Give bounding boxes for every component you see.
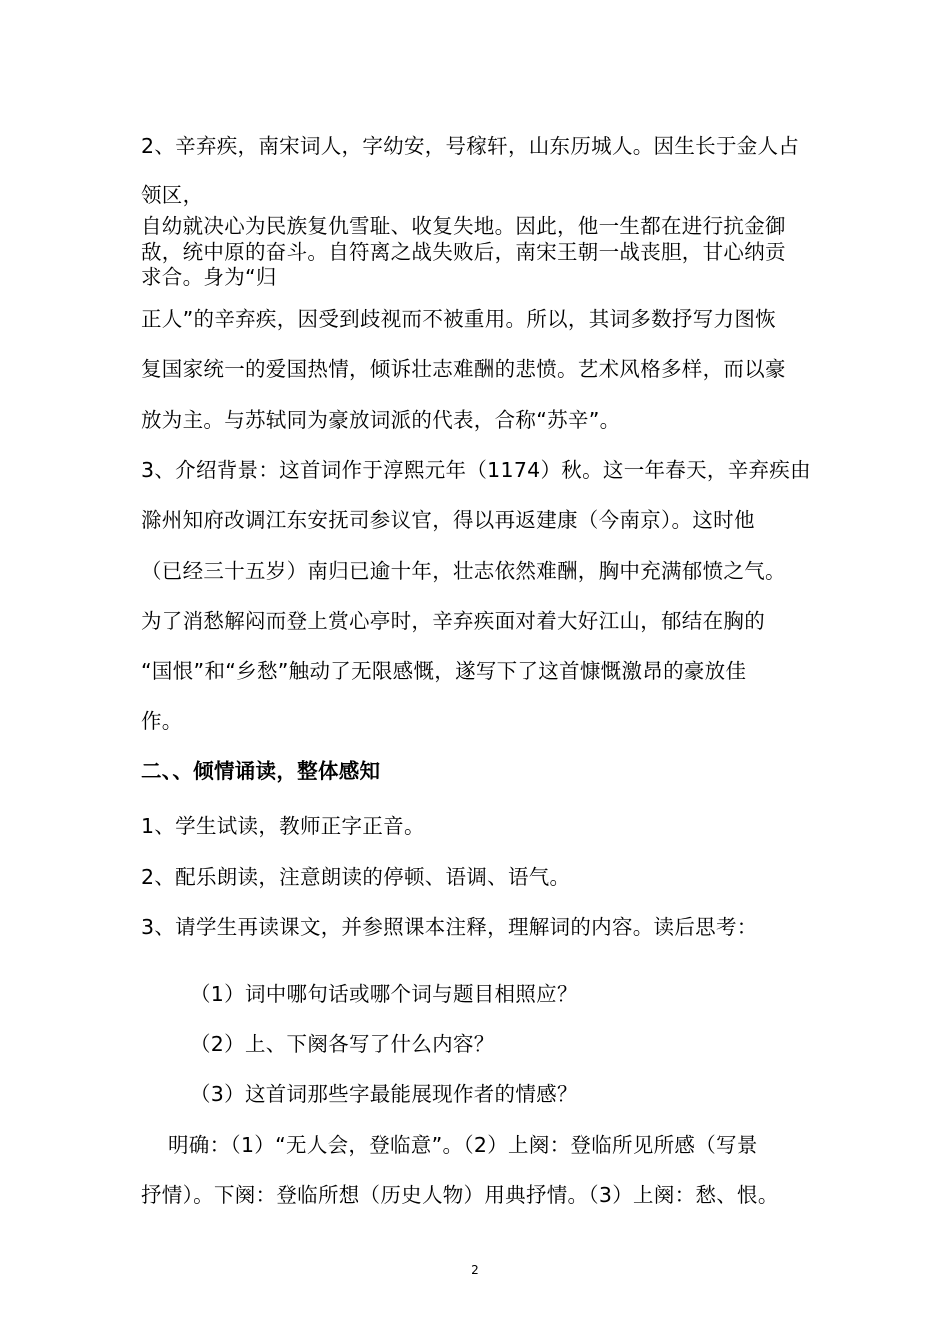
text-line: 正人”的辛弃疾，因受到歧视而不被重用。所以，其词多数抒写力图恢 [141, 307, 776, 331]
text-line: 求合。身为“归 [141, 265, 277, 289]
text-line: 滁州知府改调江东安抚司参议官，得以再返建康（今南京）。这时他 [141, 508, 755, 532]
question-item: （3）这首词那些字最能展现作者的情感？ [190, 1082, 578, 1106]
text-line: （已经三十五岁）南归已逾十年，壮志依然难酬，胸中充满郁愤之气。 [141, 559, 786, 583]
text-line: 1、学生试读，教师正字正音。 [141, 814, 425, 838]
text-line: 放为主。与苏轼同为豪放词派的代表，合称“苏辛”。 [141, 408, 621, 432]
text-line: 作。 [141, 709, 183, 733]
page-number: 2 [471, 1263, 479, 1277]
text-line: 3、请学生再读课文，并参照课本注释，理解词的内容。读后思考： [141, 915, 758, 939]
question-item: （1）词中哪句话或哪个词与题目相照应？ [190, 982, 578, 1006]
text-line: 2、配乐朗读，注意朗读的停顿、语调、语气。 [141, 865, 571, 889]
text-line: 明确：（1）“无人会，登临意”。（2）上阕：登临所见所感（写景 [168, 1133, 758, 1157]
text-line: 抒情）。下阕：登临所想（历史人物）用典抒情。（3）上阕：愁、恨。 [141, 1183, 779, 1207]
text-line: 敌，统中原的奋斗。自符离之战失败后，南宋王朝一战丧胆，甘心纳贡 [141, 240, 786, 264]
text-line: “国恨”和“乡愁”触动了无限感慨，遂写下了这首慷慨激昂的豪放佳 [141, 659, 747, 683]
text-line: 2、辛弃疾，南宋词人，字幼安，号稼轩，山东历城人。因生长于金人占 [141, 134, 800, 158]
text-line: 自幼就决心为民族复仇雪耻、收复失地。因此，他一生都在进行抗金御 [141, 214, 786, 238]
text-line: 复国家统一的爱国热情，倾诉壮志难酬的悲愤。艺术风格多样，而以豪 [141, 357, 786, 381]
question-item: （2）上、下阕各写了什么内容？ [190, 1032, 495, 1056]
text-line: 领区， [141, 183, 204, 207]
text-line: 为了消愁解闷而登上赏心亭时，辛弃疾面对着大好江山，郁结在胸的 [141, 609, 765, 633]
section-heading: 二、、倾情诵读，整体感知 [141, 759, 381, 783]
text-line: 3、介绍背景：这首词作于淳熙元年（1174）秋。这一年春天，辛弃疾由 [141, 458, 811, 482]
